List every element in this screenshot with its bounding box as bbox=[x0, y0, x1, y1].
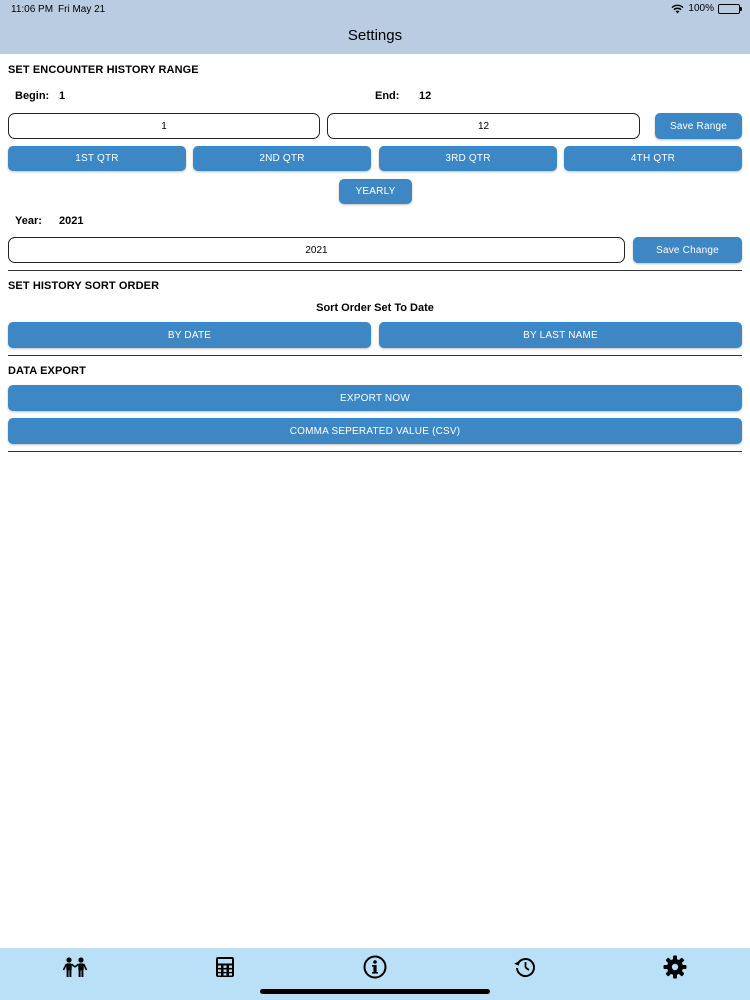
data-export-section-title: DATA EXPORT bbox=[8, 365, 86, 377]
save-range-button[interactable]: Save Range bbox=[655, 113, 742, 139]
fourth-quarter-button[interactable]: 4TH QTR bbox=[564, 146, 742, 171]
sort-by-last-name-button[interactable]: BY LAST NAME bbox=[379, 322, 742, 348]
tab-history[interactable] bbox=[512, 954, 538, 980]
tab-people[interactable] bbox=[62, 954, 88, 980]
export-now-button[interactable]: EXPORT NOW bbox=[8, 385, 742, 411]
page-title: Settings bbox=[347, 27, 403, 44]
status-date: Fri May 21 bbox=[58, 4, 106, 15]
home-indicator[interactable] bbox=[260, 989, 490, 994]
people-icon bbox=[62, 956, 88, 978]
gear-icon bbox=[663, 955, 687, 979]
battery-icon bbox=[718, 4, 740, 14]
calculator-icon bbox=[215, 956, 235, 978]
tab-settings[interactable] bbox=[662, 954, 688, 980]
battery-percent: 100% bbox=[688, 3, 714, 14]
tab-info[interactable] bbox=[362, 954, 388, 980]
year-value: 2021 bbox=[59, 215, 84, 227]
divider bbox=[8, 355, 742, 356]
divider bbox=[8, 451, 742, 452]
info-icon bbox=[363, 955, 387, 979]
sort-by-date-button[interactable]: BY DATE bbox=[8, 322, 371, 348]
divider bbox=[8, 270, 742, 271]
tab-calculator[interactable] bbox=[212, 954, 238, 980]
status-bar bbox=[0, 0, 750, 20]
second-quarter-button[interactable]: 2ND QTR bbox=[193, 146, 371, 171]
export-format-button[interactable]: COMMA SEPERATED VALUE (CSV) bbox=[8, 418, 742, 444]
sort-order-section-title: SET HISTORY SORT ORDER bbox=[8, 280, 160, 292]
begin-value: 1 bbox=[59, 90, 66, 102]
encounter-range-section-title: SET ENCOUNTER HISTORY RANGE bbox=[8, 64, 199, 76]
third-quarter-button[interactable]: 3RD QTR bbox=[379, 146, 557, 171]
begin-label: Begin: bbox=[15, 90, 50, 102]
navigation-bar bbox=[0, 20, 750, 54]
history-icon bbox=[513, 955, 537, 979]
begin-input[interactable] bbox=[8, 113, 320, 139]
end-input[interactable] bbox=[327, 113, 640, 139]
status-right bbox=[671, 3, 740, 14]
end-label: End: bbox=[375, 90, 400, 102]
end-value: 12 bbox=[419, 90, 432, 102]
year-label: Year: bbox=[15, 215, 42, 227]
wifi-icon bbox=[671, 4, 684, 14]
yearly-button[interactable]: YEARLY bbox=[339, 179, 412, 204]
save-change-button[interactable]: Save Change bbox=[633, 237, 742, 263]
first-quarter-button[interactable]: 1ST QTR bbox=[8, 146, 186, 171]
status-time: 11:06 PM bbox=[11, 4, 54, 15]
sort-order-status: Sort Order Set To Date bbox=[316, 302, 434, 314]
year-input[interactable] bbox=[8, 237, 625, 263]
